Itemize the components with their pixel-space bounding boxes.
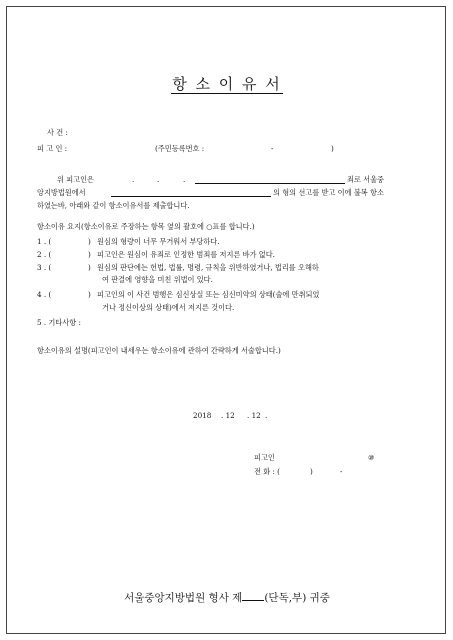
reason-4-text: 피고인의 이 사건 범행은 심신상실 또는 심신미약의 상태(술에 만취되었 bbox=[97, 290, 320, 299]
reasons-heading: 항소이유 요지(항소이유로 주장하는 항목 옆의 괄호에 ○표를 합니다.) bbox=[37, 222, 255, 231]
intro-line2-start: 앙지방법원에서 bbox=[37, 188, 86, 197]
division-blank bbox=[242, 589, 264, 601]
rrn-label: (주민등록번호 : bbox=[155, 144, 205, 153]
date-dot-3: . bbox=[183, 175, 186, 184]
intro-line1-end: 죄로 서울중 bbox=[347, 175, 385, 184]
phone-label: 전 화 : ( bbox=[254, 467, 280, 476]
reason-1-text: 원심의 형량이 너무 무거워서 부당하다. bbox=[97, 237, 220, 246]
date-dot-2: . bbox=[157, 175, 160, 184]
phone-close: ) bbox=[310, 467, 313, 476]
seal-mark: ⑩ bbox=[368, 453, 375, 462]
case-label: 사 건 : bbox=[47, 128, 68, 137]
defendant-label: 피 고 인 : bbox=[37, 144, 68, 153]
document-page bbox=[6, 6, 446, 634]
date-day: . 12 bbox=[247, 411, 261, 420]
date-end: . bbox=[265, 411, 268, 420]
intro-line1-start: 위 피고인은 bbox=[57, 175, 95, 184]
title-underline bbox=[171, 93, 283, 94]
reason-3-num: 3 . ( bbox=[37, 263, 52, 272]
intro-line3: 하였는바, 아래와 같이 항소이유서를 제출합니다. bbox=[37, 201, 190, 210]
court-suffix: (단독,부) 귀중 bbox=[264, 592, 330, 604]
reason-1-num: 1 . ( bbox=[37, 237, 52, 246]
rrn-dash: - bbox=[271, 144, 274, 153]
date-dot-1: . bbox=[132, 175, 135, 184]
date-month: . 12 bbox=[221, 411, 235, 420]
sentence-blank bbox=[111, 188, 271, 197]
reason-3-close: ) bbox=[88, 263, 91, 272]
reason-3-text-cont: 여 판결에 영향을 미친 위법이 있다. bbox=[102, 275, 213, 284]
intro-line2-end: 의 형의 선고를 받고 이에 불복 항소 bbox=[273, 188, 384, 197]
rrn-close: ) bbox=[331, 144, 334, 153]
reason-2-close: ) bbox=[88, 250, 91, 259]
crime-name-blank bbox=[195, 175, 345, 184]
date-year: 2018 bbox=[193, 411, 212, 420]
reason-3-text: 원심의 판단에는 헌법, 법률, 명령, 규칙을 위반하였거나, 법리를 오해하 bbox=[97, 263, 319, 272]
reason-2-text: 피고인은 원심이 유죄로 인정한 범죄를 저지른 바가 없다. bbox=[97, 250, 275, 259]
court-footer bbox=[7, 589, 447, 605]
reason-4-text-cont: 거나 정신이상의 상태)에서 저지른 것이다. bbox=[102, 303, 235, 312]
phone-dash: - bbox=[340, 467, 343, 476]
signature-defendant-label: 피고인 bbox=[254, 453, 275, 462]
reason-1-close: ) bbox=[88, 237, 91, 246]
court-name: 서울중앙지방법원 형사 제 bbox=[124, 592, 243, 604]
reason-4-close: ) bbox=[88, 290, 91, 299]
reason-detail-heading: 항소이유의 설명(피고인이 내세우는 항소이유에 관하여 간략하게 서술합니다.) bbox=[37, 346, 281, 355]
reason-4-num: 4 . ( bbox=[37, 290, 52, 299]
reason-5-other: 5 . 기타사항 : bbox=[37, 318, 81, 327]
reason-2-num: 2 . ( bbox=[37, 250, 52, 259]
document-title: 항 소 이 유 서 bbox=[172, 75, 282, 93]
